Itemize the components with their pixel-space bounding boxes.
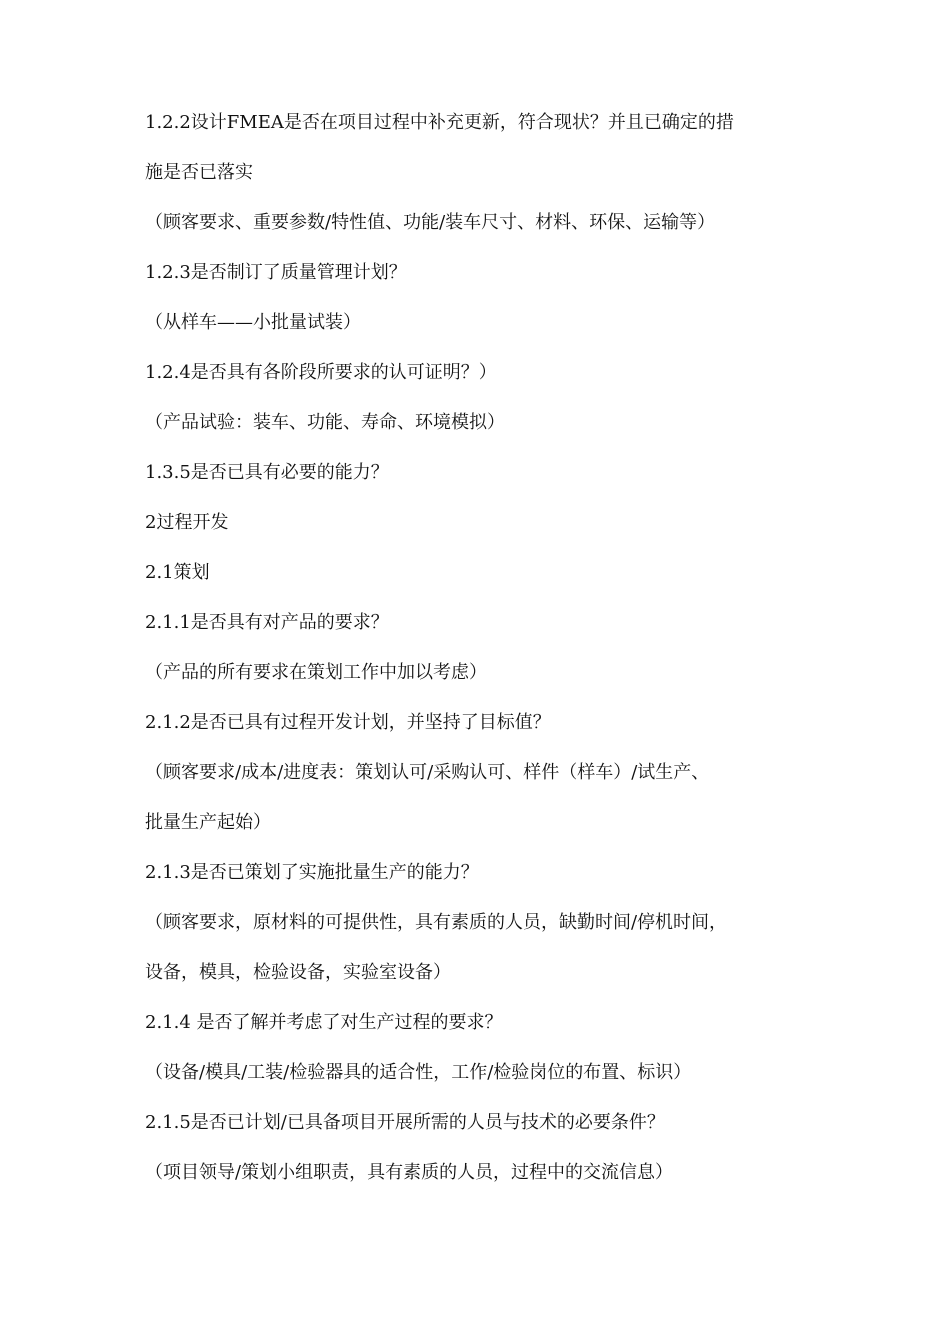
section-heading: 2过程开发 [145,512,229,533]
text-line-1: 1.2.2设计FMEA是否在项目过程中补充更新，符合现状？并且已确定的措 [145,112,734,133]
text-line-19: 2.1.4 是否了解并考虑了对生产过程的要求？ [145,1012,503,1033]
text-line-21: 2.1.5是否已计划/已具备项目开展所需的人员与技术的必要条件？ [145,1112,665,1133]
text-line-13: 2.1.2是否已具有过程开发计划，并坚持了目标值？ [145,712,551,733]
text-line-6: 1.2.4是否具有各阶段所要求的认可证明？） [145,362,497,383]
text-line-4: 1.2.3是否制订了质量管理计划？ [145,262,407,283]
text-line-8: 1.3.5是否已具有必要的能力？ [145,462,389,483]
text-line-16: 2.1.3是否已策划了实施批量生产的能力？ [145,862,479,883]
text-line-22: （项目领导/策划小组职责，具有素质的人员，过程中的交流信息） [145,1162,674,1183]
text-line-15: 批量生产起始） [145,812,271,833]
text-line-3: （顾客要求、重要参数/特性值、功能/装车尺寸、材料、环保、运输等） [145,212,716,233]
text-line-20: （设备/模具/工装/检验器具的适合性，工作/检验岗位的布置、标识） [145,1062,692,1083]
text-line-5: （从样车——小批量试装） [145,312,361,333]
text-line-14: （顾客要求/成本/进度表：策划认可/采购认可、样件（样车）/试生产、 [145,762,710,783]
text-line-12: （产品的所有要求在策划工作中加以考虑） [145,662,487,683]
text-line-7: （产品试验：装车、功能、寿命、环境模拟） [145,412,505,433]
text-line-18: 设备，模具，检验设备，实验室设备） [145,962,451,983]
text-line-2: 施是否已落实 [145,162,253,183]
document-body [145,98,815,1198]
text-line-11: 2.1.1是否具有对产品的要求？ [145,612,389,633]
subsection-heading: 2.1策划 [145,562,210,583]
text-line-17: （顾客要求，原材料的可提供性，具有素质的人员，缺勤时间/停机时间， [145,912,728,933]
